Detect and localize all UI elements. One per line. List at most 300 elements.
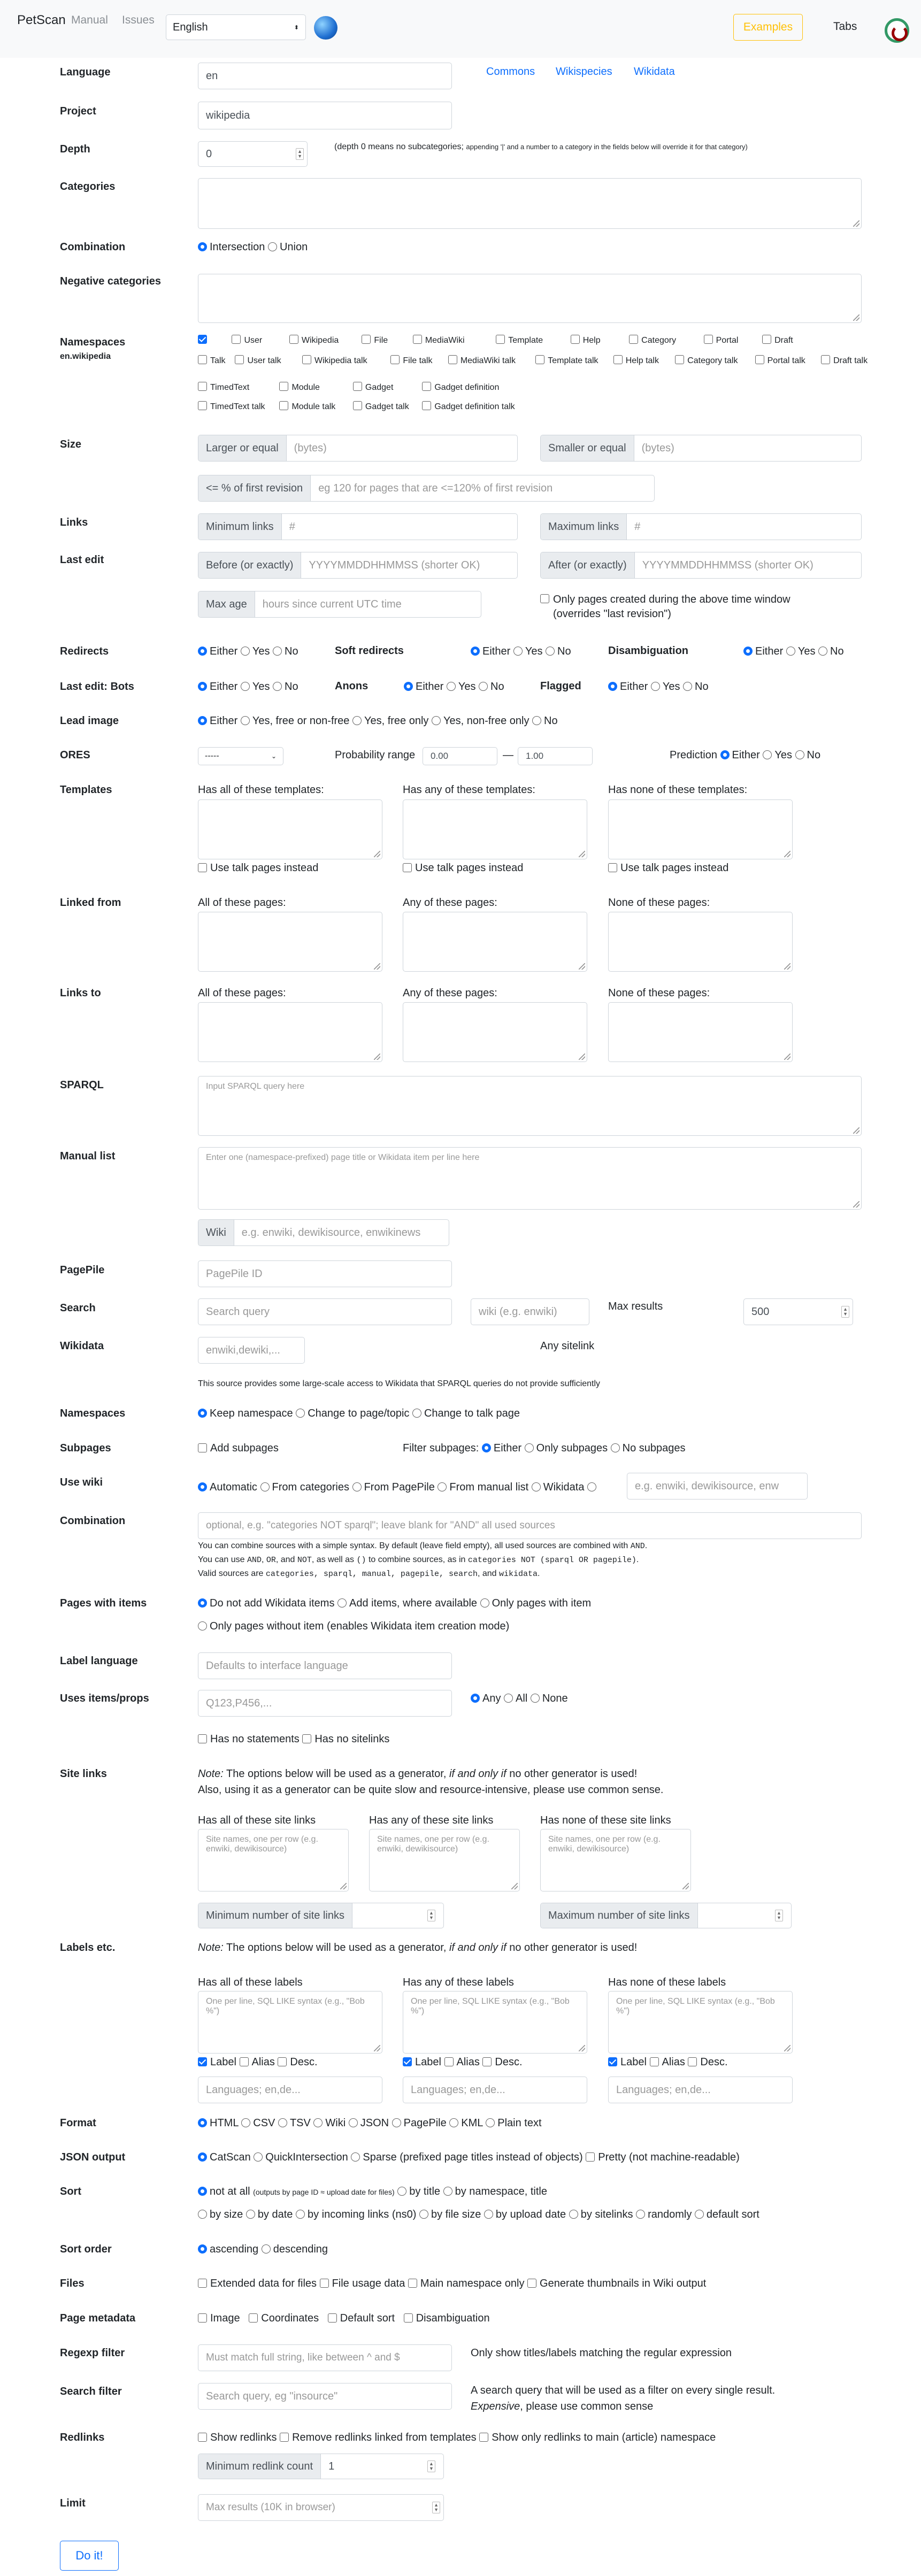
help-code: categories NOT (sparql OR pagepile) — [467, 1556, 636, 1565]
pretty-checkbox[interactable] — [586, 2152, 595, 2162]
size-pct-prefix: <= % of first revision — [198, 475, 311, 501]
talk-checkbox[interactable] — [198, 863, 207, 872]
radio[interactable] — [763, 750, 772, 759]
probability-min-input[interactable]: 0.00 — [423, 747, 497, 765]
option-note: (outputs by page ID ≈ upload date for files) — [253, 2188, 395, 2196]
manual-wiki-input[interactable]: e.g. enwiki, dewikisource, enwikinews — [241, 1226, 421, 1239]
radio[interactable] — [611, 1443, 620, 1452]
ns-checkbox[interactable] — [353, 401, 362, 410]
disambiguation-options — [743, 645, 844, 658]
sort-order-label: Sort order — [60, 2243, 112, 2255]
option-text: Alias — [456, 2056, 480, 2068]
source-combination-input[interactable]: optional, e.g. "categories NOT sparql"; leave blank for "AND" all used sources — [198, 1512, 862, 1539]
ns-checkbox[interactable] — [675, 355, 684, 364]
ns-checkbox[interactable] — [302, 355, 311, 364]
labels-any-textarea[interactable]: One per line, SQL LIKE syntax (e.g., "Bob %") — [403, 1991, 587, 2054]
radio[interactable] — [484, 2210, 493, 2219]
language-select[interactable] — [166, 14, 306, 40]
checkbox[interactable] — [527, 2279, 536, 2288]
radio[interactable] — [482, 1443, 491, 1452]
spinner-icon[interactable]: ▲ ▼ — [296, 148, 304, 160]
size-smaller-input[interactable]: (bytes) — [641, 442, 674, 454]
use-wiki-label: Use wiki — [60, 1477, 103, 1488]
min-redlink-group[interactable] — [198, 2454, 444, 2479]
union-radio[interactable] — [268, 242, 277, 251]
radio[interactable] — [513, 647, 523, 656]
radio[interactable] — [438, 1482, 447, 1491]
ns-checkbox[interactable] — [448, 355, 457, 364]
format-label: Format — [60, 2117, 96, 2129]
templates-none-textarea[interactable] — [608, 799, 793, 859]
language-input[interactable]: en — [198, 63, 452, 89]
radio[interactable] — [471, 647, 480, 656]
option-text: Only subpages — [536, 1442, 608, 1454]
checkbox[interactable] — [328, 2313, 337, 2323]
site-links-none-textarea[interactable]: Site names, one per row (e.g. enwiki, dewikisource) — [540, 1829, 691, 1891]
radio[interactable] — [479, 682, 488, 691]
radio[interactable] — [352, 716, 362, 725]
ns-checkbox[interactable] — [353, 382, 362, 391]
option-text: Yes, free only — [364, 715, 429, 727]
radio[interactable] — [432, 716, 441, 725]
radio[interactable] — [651, 682, 660, 691]
radio[interactable] — [241, 2118, 250, 2127]
globe-icon[interactable] — [314, 16, 337, 40]
ns-checkbox[interactable] — [704, 335, 713, 344]
size-larger-input[interactable]: (bytes) — [294, 442, 327, 454]
manual-wiki-group[interactable] — [198, 1219, 449, 1246]
min-site-links-prefix: Minimum number of site links — [198, 1903, 352, 1928]
radio[interactable] — [480, 1598, 489, 1608]
option-text: by date — [257, 2209, 293, 2220]
radio[interactable] — [198, 1409, 207, 1418]
chevron-down-icon: ⌄ — [271, 752, 277, 760]
linked-from-all-textarea[interactable] — [198, 912, 382, 972]
issues-link[interactable]: Issues — [122, 14, 155, 26]
option-text: Coordinates — [261, 2312, 319, 2324]
ns-checkbox[interactable] — [535, 355, 544, 364]
ns-checkbox[interactable] — [289, 335, 298, 344]
option-text: by sitelinks — [580, 2209, 633, 2220]
manual-wiki-prefix: Wiki — [198, 1220, 234, 1245]
links-to-all-label: All of these pages: — [198, 987, 286, 999]
min-links-input[interactable]: # — [289, 520, 295, 533]
ns-checkbox[interactable] — [629, 335, 638, 344]
radio[interactable] — [254, 2152, 263, 2162]
radio[interactable] — [504, 1694, 513, 1703]
site-links-any-textarea[interactable]: Site names, one per row (e.g. enwiki, dewikisource) — [369, 1829, 520, 1891]
option-text: No subpages — [622, 1442, 686, 1454]
spinner-icon[interactable]: ▲ ▼ — [775, 1910, 783, 1921]
brand[interactable]: PetScan — [17, 13, 66, 27]
option-text: Generate thumbnails in Wiki output — [540, 2278, 707, 2289]
radio[interactable] — [795, 750, 804, 759]
radio[interactable] — [337, 1598, 347, 1608]
ns-label: Template — [508, 336, 543, 345]
labels-none-options — [608, 2056, 728, 2069]
labels-none-textarea[interactable]: One per line, SQL LIKE syntax (e.g., "Bob %") — [608, 1991, 793, 2054]
depth-input[interactable] — [198, 141, 308, 167]
ns-label: Gadget definition — [434, 383, 500, 392]
before-input[interactable]: YYYYMMDDHHMMSS (shorter OK) — [309, 559, 480, 571]
radio[interactable] — [198, 682, 207, 691]
redlinks-options — [198, 2432, 716, 2444]
sparql-textarea[interactable]: Input SPARQL query here — [198, 1076, 862, 1136]
max-links-input[interactable]: # — [634, 520, 641, 533]
ns-label: MediaWiki talk — [460, 356, 516, 365]
max-links-group[interactable] — [540, 513, 862, 540]
redirects-options — [198, 645, 298, 658]
wikidata-link[interactable]: Wikidata — [634, 66, 675, 78]
manual-link[interactable]: Manual — [71, 14, 108, 26]
site-links-all-textarea[interactable]: Site names, one per row (e.g. enwiki, dewikisource) — [198, 1829, 349, 1891]
option-text: Disambiguation — [416, 2312, 490, 2324]
talk-checkbox[interactable] — [403, 863, 412, 872]
option-text: None — [542, 1693, 568, 1704]
radio[interactable] — [198, 716, 207, 725]
labels-all-label: Has all of these labels — [198, 1977, 303, 1988]
checkbox[interactable] — [479, 2433, 488, 2442]
talk-checkbox[interactable] — [608, 863, 617, 872]
radio[interactable] — [278, 2118, 287, 2127]
labels-all-textarea[interactable]: One per line, SQL LIKE syntax (e.g., "Bob %") — [198, 1991, 382, 2054]
label-language-label: Label language — [60, 1655, 138, 1667]
max-age-group[interactable] — [198, 591, 481, 618]
spinner-icon[interactable]: ▲ ▼ — [427, 1910, 435, 1921]
linked-from-any-label: Any of these pages: — [403, 897, 497, 909]
radio[interactable] — [471, 1694, 480, 1703]
ns-label: Wikipedia — [301, 336, 339, 345]
no-statements-option — [198, 1733, 389, 1745]
radio[interactable] — [531, 1694, 540, 1703]
checkbox[interactable] — [320, 2279, 329, 2288]
links-to-all-textarea[interactable] — [198, 1002, 382, 1062]
templates-any-textarea[interactable] — [403, 799, 587, 859]
label-checkbox[interactable] — [198, 2057, 207, 2066]
radio[interactable] — [352, 1482, 362, 1491]
ns-checkbox[interactable] — [198, 355, 207, 364]
search-label: Search — [60, 1302, 96, 1314]
checkbox[interactable] — [249, 2313, 258, 2323]
radio[interactable] — [260, 1482, 270, 1491]
after-input[interactable]: YYYYMMDDHHMMSS (shorter OK) — [642, 559, 813, 571]
ns-checkbox[interactable] — [422, 401, 431, 410]
label-checkbox[interactable] — [403, 2057, 412, 2066]
option-text: No — [830, 645, 844, 657]
checkbox[interactable] — [198, 2279, 207, 2288]
ns-checkbox[interactable] — [235, 355, 244, 364]
main-namespace-checkbox[interactable] — [198, 335, 207, 344]
examples-button[interactable]: Examples — [733, 14, 803, 41]
radio[interactable] — [241, 682, 250, 691]
search-filter-input[interactable]: Search query, eg "insource" — [198, 2383, 452, 2410]
flagged-options — [608, 681, 709, 693]
note-text: no other generator is used! — [509, 1768, 638, 1780]
option-text: Remove redlinks linked from templates — [292, 2432, 477, 2443]
alias-checkbox[interactable] — [444, 2057, 454, 2066]
size-larger-group[interactable] — [198, 435, 518, 462]
linked-from-none-textarea[interactable] — [608, 912, 793, 972]
option-text: Either — [493, 1442, 522, 1454]
radio[interactable] — [636, 2210, 645, 2219]
commons-link[interactable]: Commons — [486, 66, 535, 78]
radio[interactable] — [198, 1621, 207, 1631]
min-redlink-input[interactable]: 1 — [328, 2460, 335, 2472]
no-statements-checkbox[interactable] — [198, 1734, 207, 1743]
ns-checkbox[interactable] — [762, 335, 771, 344]
limit-input[interactable] — [198, 2494, 444, 2521]
no-sitelinks-checkbox[interactable] — [302, 1734, 311, 1743]
radio[interactable] — [273, 682, 282, 691]
desc-checkbox[interactable] — [482, 2057, 492, 2066]
json-output-label: JSON output — [60, 2151, 126, 2163]
ns-label: File talk — [403, 356, 433, 365]
before-prefix: Before (or exactly) — [198, 552, 301, 578]
radio[interactable] — [349, 2118, 358, 2127]
radio[interactable] — [743, 647, 753, 656]
checkbox[interactable] — [280, 2433, 289, 2442]
checkbox[interactable] — [404, 2313, 413, 2323]
option-text: Alias — [662, 2056, 685, 2068]
radio[interactable] — [273, 647, 282, 656]
probability-dash: — — [503, 749, 513, 761]
templates-all-textarea[interactable] — [198, 799, 382, 859]
radio[interactable] — [198, 647, 207, 656]
option-text: Yes — [525, 645, 543, 657]
radio[interactable] — [695, 2210, 704, 2219]
option-text: From categories — [272, 1481, 349, 1493]
ns-checkbox[interactable] — [198, 401, 207, 410]
alias-checkbox[interactable] — [240, 2057, 249, 2066]
labels-none-label: Has none of these labels — [608, 1977, 726, 1988]
source-combination-label: Combination — [60, 1515, 126, 1527]
files-options — [198, 2278, 706, 2290]
filter-subpages-options — [403, 1442, 686, 1455]
subpages-label: Subpages — [60, 1442, 111, 1454]
add-subpages-option — [198, 1442, 279, 1455]
radio[interactable] — [198, 2244, 207, 2254]
intersection-text: Intersection — [210, 241, 265, 253]
ores-select[interactable] — [198, 747, 283, 765]
ns-checkbox[interactable] — [198, 382, 207, 391]
search-filter-note-2 — [471, 2401, 653, 2413]
wikidata-input[interactable]: enwiki,dewiki,... — [198, 1337, 305, 1364]
labels-all-lang-input[interactable]: Languages; en,de... — [198, 2077, 382, 2103]
ns-checkbox[interactable] — [362, 335, 371, 344]
templates-any-label: Has any of these templates: — [403, 784, 535, 796]
ns-checkbox[interactable] — [422, 382, 431, 391]
ns-checkbox[interactable] — [279, 401, 288, 410]
add-subpages-checkbox[interactable] — [198, 1443, 207, 1452]
wikimedia-logo-icon[interactable] — [885, 18, 909, 43]
option-text: Any — [482, 1693, 501, 1704]
do-it-button[interactable]: Do it! — [60, 2541, 119, 2571]
combination-help-3: Valid sources are categories, sparql, manual, pagepile, search, and wikidata. — [198, 1569, 540, 1579]
soft-redirects-label: Soft redirects — [335, 645, 404, 657]
radio[interactable] — [569, 2210, 578, 2219]
after-group[interactable] — [540, 552, 862, 579]
labels-any-lang-input[interactable]: Languages; en,de... — [403, 2077, 587, 2103]
prediction-options — [670, 749, 820, 762]
tabs-link[interactable]: Tabs — [833, 20, 857, 33]
ns-label: Draft — [774, 336, 793, 345]
labels-none-lang-input[interactable]: Languages; en,de... — [608, 2077, 793, 2103]
size-smaller-group[interactable] — [540, 435, 862, 462]
ns-label: Talk — [210, 356, 226, 365]
pagepile-input[interactable]: PagePile ID — [198, 1260, 452, 1287]
option-text: by file size — [431, 2209, 481, 2220]
label-checkbox[interactable] — [608, 2057, 617, 2066]
ns-checkbox[interactable] — [755, 355, 764, 364]
option-text: Yes, free or non-free — [252, 715, 350, 727]
radio[interactable] — [241, 647, 250, 656]
ns-checkbox[interactable] — [390, 355, 400, 364]
size-pct-input[interactable]: eg 120 for pages that are <=120% of first revision — [318, 482, 553, 494]
wikispecies-link[interactable]: Wikispecies — [556, 66, 612, 78]
radio[interactable] — [587, 1482, 596, 1491]
radio[interactable] — [786, 647, 795, 656]
option-text: Pretty (not machine-readable) — [598, 2151, 740, 2163]
ns-label: User talk — [247, 356, 281, 365]
label-language-input[interactable]: Defaults to interface language — [198, 1652, 452, 1679]
project-input[interactable]: wikipedia — [198, 102, 452, 129]
disambiguation-label: Disambiguation — [608, 645, 689, 657]
radio[interactable] — [262, 2244, 271, 2254]
radio[interactable] — [443, 2187, 452, 2196]
radio[interactable] — [392, 2118, 401, 2127]
radio[interactable] — [419, 2210, 428, 2219]
radio[interactable] — [313, 2118, 323, 2127]
namespaces-output-label: Namespaces — [60, 1408, 126, 1419]
desc-checkbox[interactable] — [278, 2057, 287, 2066]
help-code: () — [356, 1556, 366, 1565]
alias-checkbox[interactable] — [650, 2057, 659, 2066]
radio[interactable] — [449, 2118, 458, 2127]
spinner-icon[interactable]: ▲ ▼ — [841, 1306, 849, 1318]
bots-options — [198, 681, 298, 693]
option-text: CatScan — [210, 2151, 251, 2163]
page-metadata-label: Page metadata — [60, 2312, 136, 2324]
radio[interactable] — [198, 2210, 207, 2219]
templates-none-label: Has none of these templates: — [608, 784, 748, 796]
radio[interactable] — [818, 647, 827, 656]
before-group[interactable] — [198, 552, 518, 579]
radio[interactable] — [525, 1443, 534, 1452]
prediction-label: Prediction — [670, 749, 717, 761]
use-wiki-input[interactable]: e.g. enwiki, dewikisource, enw — [627, 1473, 808, 1500]
max-site-links-group[interactable] — [540, 1903, 792, 1928]
max-age-prefix: Max age — [198, 591, 255, 617]
checkbox[interactable] — [198, 2313, 207, 2323]
ns-checkbox[interactable] — [413, 335, 422, 344]
desc-checkbox[interactable] — [688, 2057, 697, 2066]
radio[interactable] — [720, 750, 730, 759]
radio[interactable] — [246, 2210, 255, 2219]
templates-all-label: Has all of these templates: — [198, 784, 324, 796]
radio[interactable] — [198, 2118, 207, 2127]
radio[interactable] — [198, 1482, 207, 1491]
radio[interactable] — [546, 647, 555, 656]
categories-textarea[interactable] — [198, 178, 862, 229]
linked-from-any-textarea[interactable] — [403, 912, 587, 972]
help-text: to combine sources, as in — [368, 1555, 466, 1564]
option-text: CSV — [253, 2117, 275, 2129]
categories-label: Categories — [60, 181, 116, 193]
max-results-input[interactable] — [743, 1298, 853, 1325]
size-pct-group[interactable] — [198, 475, 655, 502]
spinner-icon[interactable]: ▲ ▼ — [427, 2460, 435, 2472]
ns-checkbox[interactable] — [279, 382, 288, 391]
note-label: Note: — [198, 1768, 224, 1780]
pages-with-items-label: Pages with items — [60, 1597, 147, 1609]
ores-label: ORES — [60, 749, 90, 761]
wikidata-label: Wikidata — [60, 1340, 104, 1352]
checkbox[interactable] — [198, 2433, 207, 2442]
ns-checkbox[interactable] — [496, 335, 505, 344]
manual-list-textarea[interactable]: Enter one (namespace-prefixed) page title or Wikidata item per line here — [198, 1147, 862, 1210]
uses-items-input[interactable]: Q123,P456,... — [198, 1690, 452, 1717]
radio[interactable] — [351, 2152, 360, 2162]
intersection-radio[interactable] — [198, 242, 207, 251]
radio[interactable] — [198, 1598, 207, 1608]
radio[interactable] — [296, 1409, 305, 1418]
links-to-none-textarea[interactable] — [608, 1002, 793, 1062]
radio[interactable] — [397, 2187, 406, 2196]
max-age-input[interactable]: hours since current UTC time — [262, 598, 402, 610]
ns-checkbox[interactable] — [232, 335, 241, 344]
radio[interactable] — [412, 1409, 421, 1418]
note-text: , please use common sense — [520, 2401, 654, 2412]
only-created-checkbox[interactable] — [540, 594, 549, 603]
option-text: No — [557, 645, 571, 657]
radio[interactable] — [404, 682, 413, 691]
radio[interactable] — [486, 2118, 495, 2127]
note-text: no other generator is used! — [509, 1942, 638, 1954]
links-to-any-textarea[interactable] — [403, 1002, 587, 1062]
only-created-option — [540, 593, 840, 621]
min-links-group[interactable] — [198, 513, 518, 540]
bots-label: Last edit: Bots — [60, 681, 134, 693]
ores-select-value: ----- — [205, 751, 219, 760]
checkbox[interactable] — [408, 2279, 417, 2288]
radio[interactable] — [683, 682, 692, 691]
search-input[interactable]: Search query — [198, 1298, 452, 1325]
ns-checkbox[interactable] — [821, 355, 830, 364]
min-site-links-group[interactable] — [198, 1903, 444, 1928]
page-metadata-options — [198, 2312, 490, 2325]
radio[interactable] — [198, 2187, 207, 2196]
radio[interactable] — [296, 2210, 305, 2219]
radio[interactable] — [447, 682, 456, 691]
radio[interactable] — [608, 682, 617, 691]
search-wiki-input[interactable]: wiki (e.g. enwiki) — [471, 1298, 589, 1325]
negative-categories-textarea[interactable] — [198, 274, 862, 323]
probability-max-input[interactable]: 1.00 — [518, 747, 593, 765]
ns-checkbox[interactable] — [571, 335, 580, 344]
option-text: Wikidata — [543, 1481, 585, 1493]
option-text: Wiki — [325, 2117, 346, 2129]
spinner-icon[interactable]: ▲ ▼ — [432, 2502, 440, 2513]
radio[interactable] — [241, 716, 250, 725]
search-filter-note-1: A search query that will be used as a filter on every single result. — [471, 2385, 776, 2396]
ns-checkbox[interactable] — [613, 355, 623, 364]
option-text: File usage data — [332, 2278, 405, 2289]
radio[interactable] — [532, 1482, 541, 1491]
sort-options-2 — [198, 2209, 759, 2221]
regexp-input[interactable]: Must match full string, like between ^ and $ — [198, 2344, 452, 2371]
radio[interactable] — [198, 2152, 207, 2162]
radio[interactable] — [532, 716, 541, 725]
